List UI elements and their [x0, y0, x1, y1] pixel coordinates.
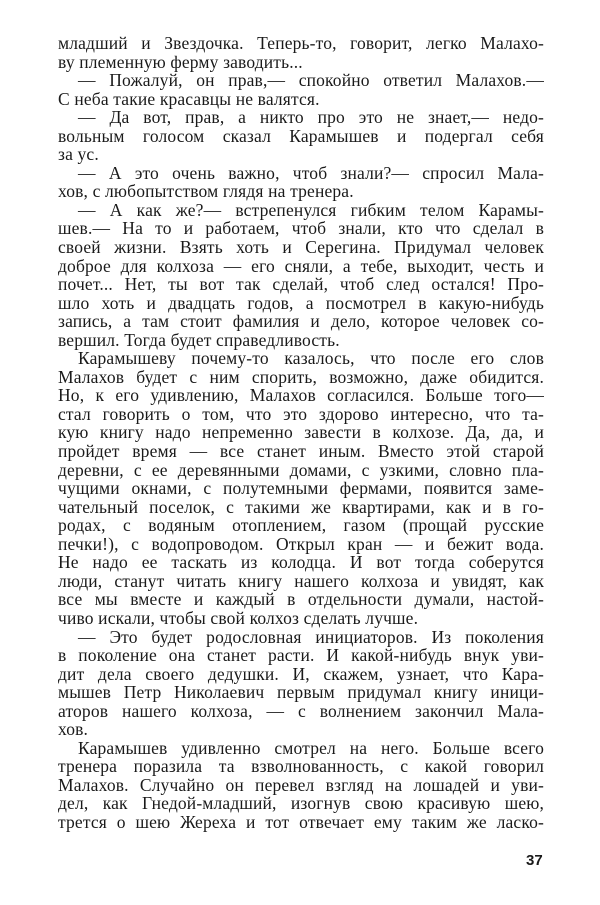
text-line: Не надо ее таскать из колодца. И вот тогда соберутся [58, 552, 544, 573]
text-line: чущими окнами, с полутемными фермами, появится заме- [58, 478, 544, 499]
text-line: чательный поселок, с такими же квартирами, как и в го- [58, 496, 544, 517]
text-line: тренера поразила та взволнованность, с какой говорил [58, 756, 544, 777]
text-line: — А как же?— встрепенулся гибким телом Карамы- [78, 199, 544, 220]
text-line: своей жизни. Взять хоть и Серегина. Придумал человек [58, 237, 544, 258]
text-line: родах, с водяным отоплением, газом (прощай русские [58, 515, 544, 536]
text-line: запись, а там стоит фамилия и дело, которое человек со- [58, 311, 544, 332]
text-line: вольным голосом сказал Карамышев и подергал себя [58, 125, 544, 146]
text-line: чиво искали, чтобы свой колхоз сделать лучше. [58, 607, 419, 628]
text-line: — Да вот, прав, а никто про это не знает,— недо- [78, 107, 544, 128]
text-line: — Пожалуй, он прав,— спокойно ответил Малахов.— [78, 70, 544, 91]
text-line: Карамышев удивленно смотрел на него. Больше всего [78, 737, 544, 758]
text-line: трется о шею Жереха и тот отвечает ему таким же ласко- [58, 811, 544, 832]
page-number: 37 [526, 852, 543, 869]
text-line: младший и Звездочка. Теперь-то, говорит, легко Малахо- [58, 33, 544, 53]
text-line: Малахов будет с ним спорить, возможно, даже обидится. [58, 366, 544, 387]
text-line: хов. [58, 719, 89, 740]
text-line: С неба такие красавцы не валятся. [58, 88, 320, 109]
text-line: доброе для колхоза — его сняли, а тебе, выходит, честь и [58, 255, 544, 276]
text-line: печки!), с водопроводом. Открыл кран — и бежит вода. [58, 533, 544, 554]
text-line: хов, с любопытством глядя на тренера. [58, 181, 354, 202]
text-line: вершил. Тогда будет справедливость. [58, 329, 340, 350]
text-line: все мы вместе и каждый в отдельности думали, настой- [58, 589, 544, 610]
text-line: люди, станут читать книгу нашего колхоза и увидят, как [58, 570, 544, 591]
text-line: кую книгу надо непременно завести в колхозе. Да, да, и [58, 422, 544, 443]
text-line: Но, к его удивлению, Малахов согласился. Больше того— [58, 385, 544, 406]
text-line: деревни, с ее деревянными домами, с узкими, словно пла- [58, 459, 544, 480]
text-line: шло хоть и двадцать годов, а посмотрел в какую-нибудь [58, 292, 544, 313]
text-line: — Это будет родословная инициаторов. Из поколения [78, 626, 544, 647]
text-line: ву племенную ферму заводить... [58, 51, 303, 72]
text-line: в поколение она станет расти. И какой-нибудь внук уви- [58, 645, 544, 666]
text-line: почет... Нет, ты вот так сделай, чтоб след остался! Про- [58, 274, 544, 295]
text-line: шев.— На то и работаем, чтоб знали, кто что сделал в [58, 218, 544, 239]
page-body-text [58, 34, 544, 832]
text-line: стал говорить о том, что это здорово интересно, что та- [58, 403, 544, 424]
text-line: за ус. [58, 144, 99, 165]
text-line: — А это очень важно, чтоб знали?— спросил Мала- [78, 162, 544, 183]
text-line: Малахов. Случайно он перевел взгляд на лошадей и уви- [58, 774, 544, 795]
text-line: мышев Петр Николаевич первым придумал книгу иници- [58, 682, 544, 703]
text-line: Карамышеву почему-то казалось, что после его слов [78, 348, 544, 369]
text-line: дел, как Гнедой-младший, изогнув свою красивую шею, [58, 793, 544, 814]
text-line: дит дела своего дедушки. И, скажем, узнает, что Кара- [58, 663, 544, 684]
text-line: пройдет время — все станет иным. Вместо этой старой [58, 441, 544, 462]
text-line: аторов нашего колхоза, — с волнением закончил Мала- [58, 700, 544, 721]
